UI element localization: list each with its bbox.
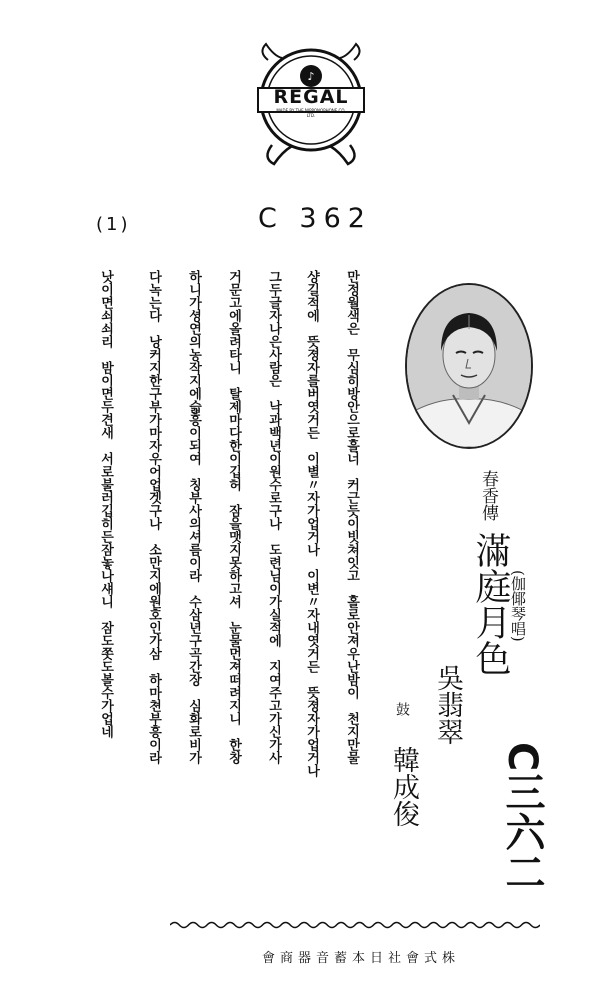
drummer-name: 韓成俊	[388, 746, 419, 827]
singer-name: 吳翡翠	[432, 664, 463, 745]
lyric-line: 다녹는다 낭커지한구부가마자우어업겟구나 소만지에원호인가삼 하마쳔부흥이라	[146, 270, 161, 764]
wavy-divider	[170, 920, 540, 930]
brand-name: REGAL	[273, 86, 349, 108]
catalog-number-vertical: C三六二	[499, 742, 545, 892]
lyric-line: 그두글자나은사람은 낙과백년이원수로구나 도련님이가실적에 지여주고가신가사	[266, 270, 281, 764]
catalog-number: C 362	[258, 203, 372, 234]
series-title: 春香傳	[478, 470, 498, 521]
lyric-line: 샹길적에 뜻졍자를버엿거든 이별〃자가업거나 이변〃자내엿거든 뜻졍자가업거나	[304, 270, 319, 777]
lyric-line: 만정월색은 무심히방안으로흘너 커근듯이빗쳐잇고 홀로안져우난밤이 천지만물	[344, 270, 359, 764]
genre-label: (伽倻琴唱)	[509, 570, 527, 642]
regal-logo	[252, 30, 370, 170]
portrait-icon	[407, 285, 531, 447]
side-number: (1)	[96, 214, 131, 235]
drummer-label: 鼓	[394, 702, 410, 716]
lyric-line: 낫이면쇠쇠리 밤이면두견새 서로불러깁히든잠놓나섀니 잠도쫏도볼수가업네	[98, 270, 113, 738]
lyric-line: 하니가셩연의농작지에슯흥이되여 칭부사의셔름이라 수삼년구곡간장 심화로비가	[186, 270, 201, 764]
singer-portrait	[405, 283, 533, 449]
svg-text:♪: ♪	[307, 70, 315, 83]
lyric-line: 거문고에올려타니 탈제마다한이깁허 잠을맷지못하고셔 눈물먼져떠려지니 한창	[226, 270, 241, 764]
company-name: 株式會社日本蓄音器商會	[261, 951, 460, 966]
brand-subtitle: MADE BY THE NIPPONOPHONE CO. LTD.	[276, 108, 346, 118]
song-title: 滿庭月色	[470, 532, 511, 676]
